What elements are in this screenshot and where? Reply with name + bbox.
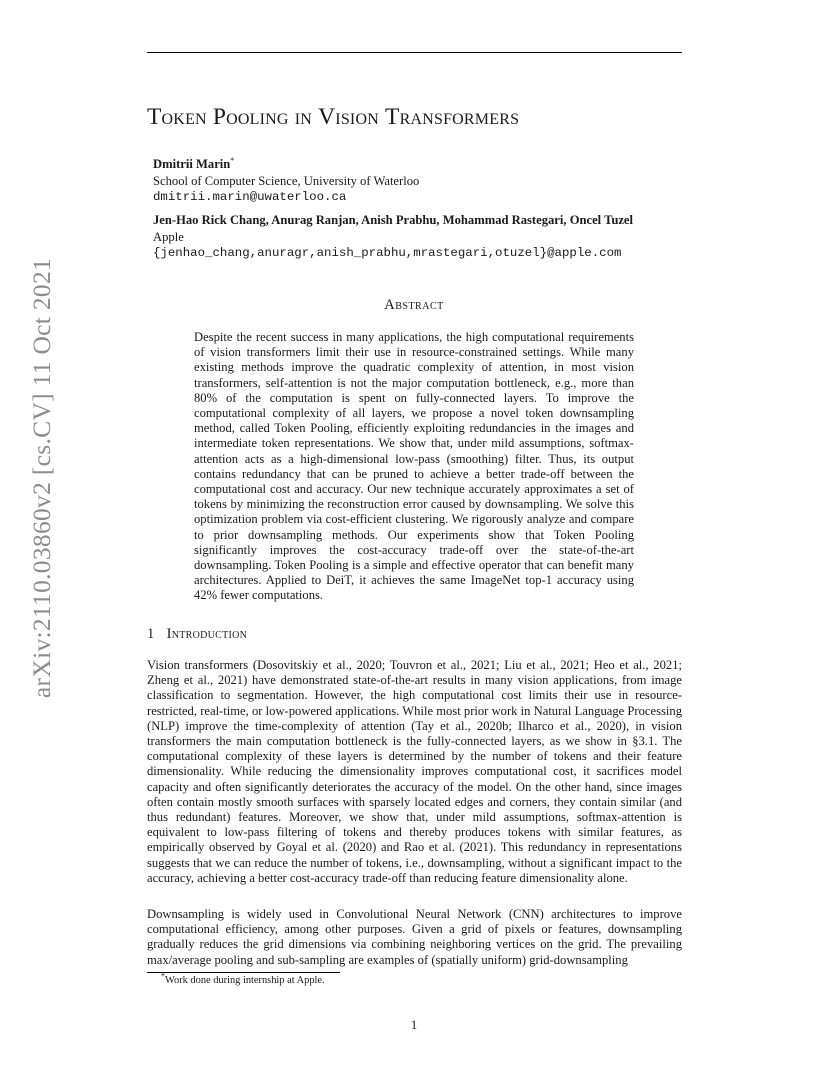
author-affiliation: Apple: [153, 229, 184, 244]
section-title: Introduction: [166, 626, 248, 642]
abstract-text: Despite the recent success in many applications, the high computational requirements of vision transformers limit their use in resource-constrained settings. While many existing methods improve the quadratic complexity of attention, in most vision transformers, self-attention is not the major computation bottleneck, e.g., more than 80% of the computation is spent on fully-connected layers. To improve the computational complexity of all layers, we propose a novel token downsampling method, called Token Pooling, efficiently exploiting redundancies in the images and intermediate token representations. We show that, under mild assumptions, softmax-attention acts as a high-dimensional low-pass (smoothing) filter. Thus, its output contains redundancy that can be pruned to achieve a better trade-off between the computational cost and accuracy. Our new technique accurately approximates a set of tokens by minimizing the reconstruction error caused by downsampling. We solve this optimization problem via cost-efficient clustering. We rigorously analyze and compare to prior downsampling methods. Our experiments show that Token Pooling significantly improves the cost-accuracy trade-off over the state-of-the-art downsampling. Token Pooling is a simple and effective operator that can benefit many architectures. Applied to DeiT, it achieves the same ImageNet top-1 accuracy using 42% fewer computations.: [194, 330, 634, 603]
section-number: 1: [147, 626, 155, 642]
author-block-1: [153, 156, 693, 206]
title-text: Token Pooling in Vision Transformers: [147, 104, 520, 130]
arxiv-identifier-text: arXiv:2110.03860v2 [cs.CV] 11 Oct 2021: [27, 257, 56, 699]
intro-paragraph-2: Downsampling is widely used in Convolutional Neural Network (CNN) architectures to improve computational efficiency, among other purposes. Given a grid of pixels or features, downsampling gradually reduces the grid dimensions via combining neighboring vertices on the grid. The prevailing max/average pooling and sub-sampling are examples of (spatially uniform) grid-downsampling: [147, 907, 682, 967]
author-block-2: [153, 212, 693, 262]
author-affiliation: School of Computer Science, University of Waterloo: [153, 173, 420, 188]
section-heading: [147, 626, 247, 643]
paper-title: [147, 104, 707, 131]
page-number: 1: [410, 1018, 418, 1032]
intro-paragraph-1: Vision transformers (Dosovitskiy et al., 2020; Touvron et al., 2021; Liu et al., 2021; Heo et al., 2021; Zheng et al., 2021) have demonstrated state-of-the-art results in many vision applications, from image classification to segmentation. However, the high computational cost limits their use in resource-restricted, real-time, or low-powered applications. While most prior work in Natural Language Processing (NLP) improve the time-complexity of attention (Tay et al., 2020b; Ilharco et al., 2020), in vision transformers the main computation bottleneck is the fully-connected layers, as we show in §3.1. The computational complexity of these layers is determined by the number of tokens and their feature dimensionality. While reducing the dimensionality improves computational cost, it sacrifices model capacity and often significantly deteriorates the accuracy of the model. On the other hand, since images often contain mostly smooth surfaces with sparsely located edges and corners, they contain similar (and thus redundant) features. Moreover, we show that, under mild assumptions, softmax-attention is equivalent to low-pass filtering of tokens and thereby produces tokens with similar features, as empirically observed by Goyal et al. (2020) and Rao et al. (2021). This redundancy in representations suggests that we can reduce the number of tokens, i.e., downsampling, without a significant impact to the accuracy, achieving a better cost-accuracy trade-off than reducing feature dimensionality alone.: [147, 658, 682, 885]
author-email: {jenhao_chang,anuragr,anish_prabhu,mrastegari,otuzel}@apple.com: [153, 246, 622, 260]
footnote-text: Work done during internship at Apple.: [165, 975, 325, 986]
author-email: dmitrii.marin@uwaterloo.ca: [153, 190, 347, 204]
footnote-mark: *: [230, 155, 235, 165]
footnote-mark: *: [161, 971, 165, 981]
top-rule: [147, 52, 682, 53]
footnote: [161, 971, 325, 986]
footnote-rule: [147, 972, 340, 973]
author-names: Jen-Hao Rick Chang, Anurag Ranjan, Anish Prabhu, Mohammad Rastegari, Oncel Tuzel: [153, 213, 634, 227]
abstract-heading: Abstract: [384, 297, 444, 313]
author-name: Dmitrii Marin: [153, 157, 231, 171]
